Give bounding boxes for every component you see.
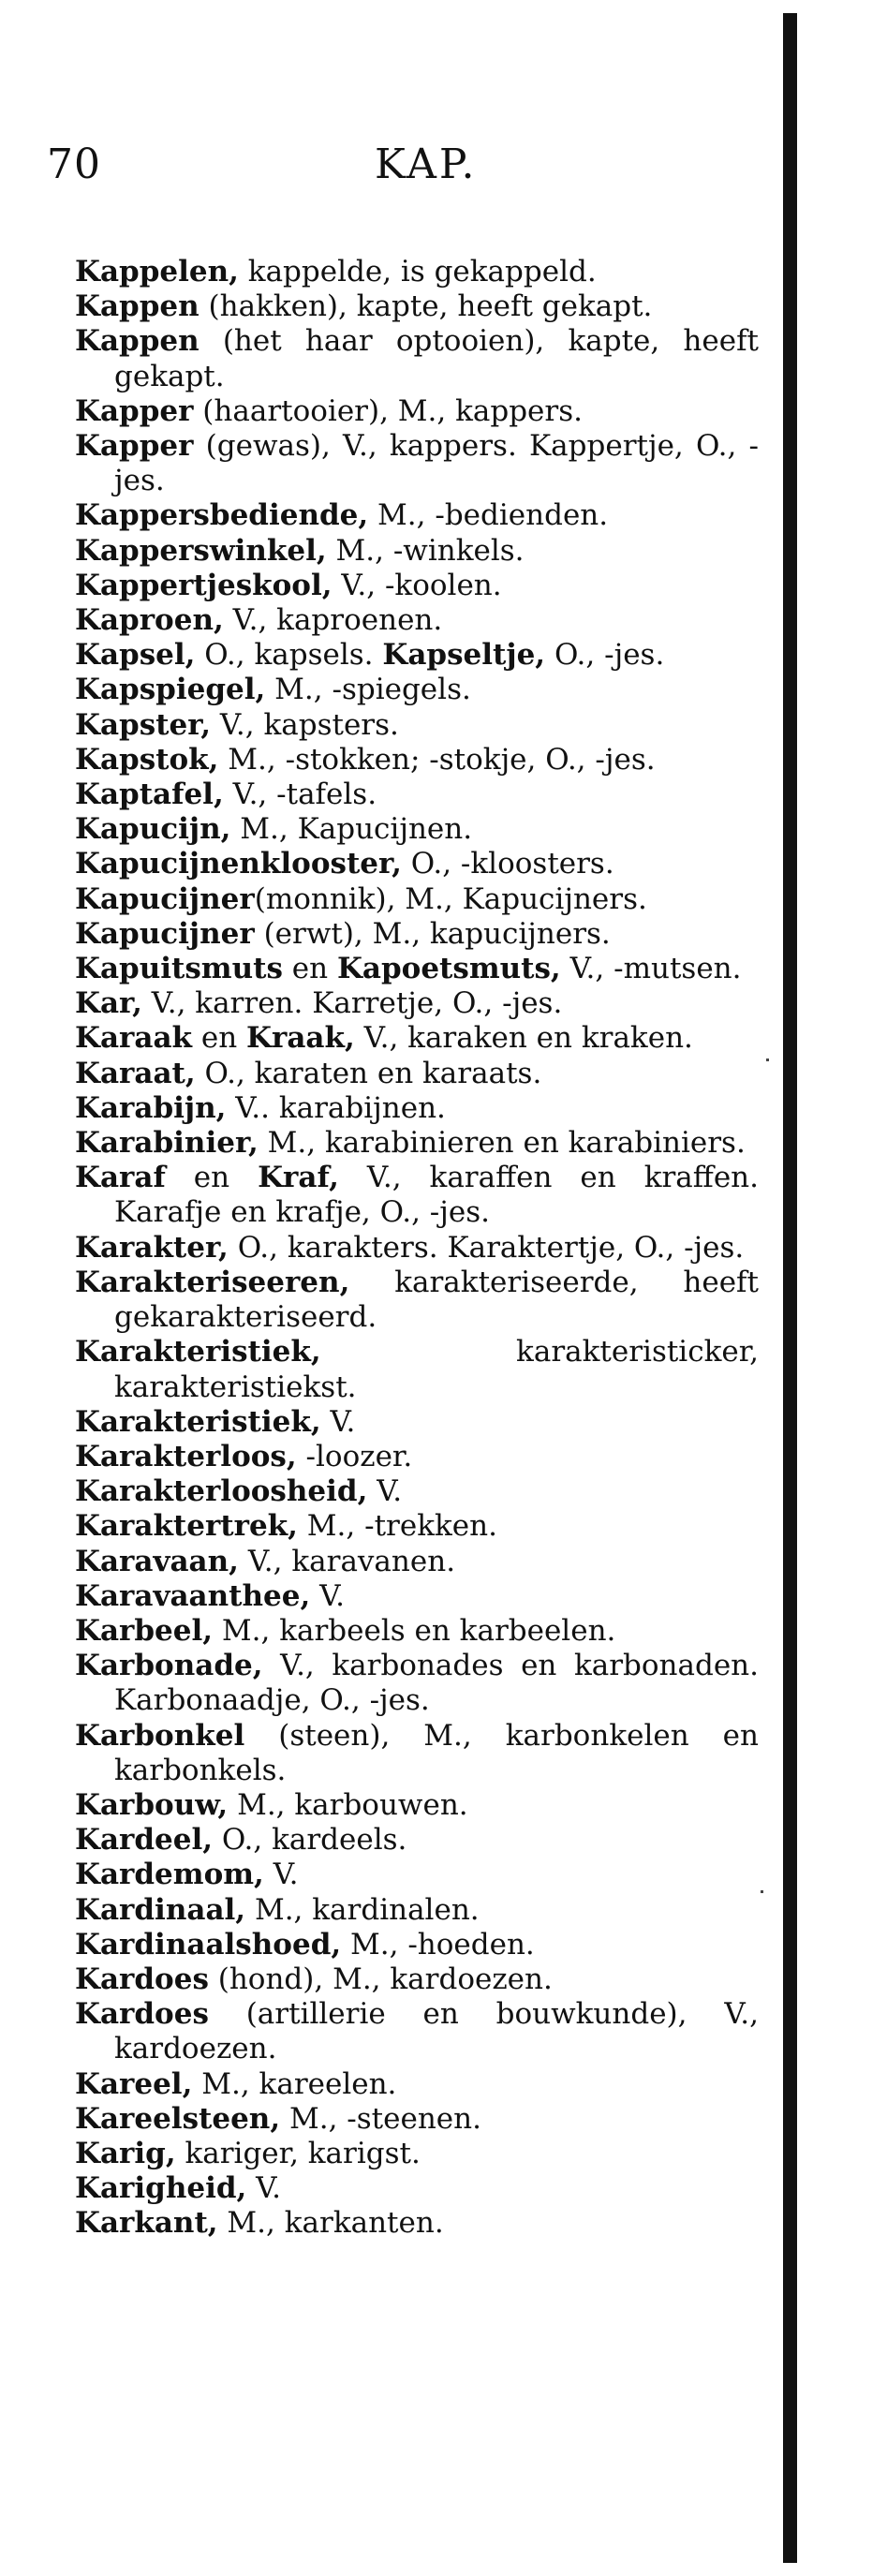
entry-headword: Kaproen, bbox=[75, 603, 224, 638]
entry-headword: Kapseltje, bbox=[382, 638, 546, 673]
entry-headword: Kareel, bbox=[75, 2066, 193, 2101]
dictionary-entry bbox=[75, 1266, 759, 1335]
dictionary-entry bbox=[75, 289, 759, 324]
entry-definition: (hond), M., kardoezen. bbox=[208, 1962, 553, 1996]
entry-definition: O., kapsels. bbox=[195, 638, 383, 673]
entry-headword: Kapspiegel, bbox=[75, 673, 266, 707]
entry-definition: (haartooier), M., kappers. bbox=[193, 393, 583, 428]
dictionary-entry bbox=[75, 882, 759, 917]
entry-headword: Kardeel, bbox=[75, 1823, 214, 1858]
dictionary-entry bbox=[75, 2137, 759, 2171]
dictionary-entry bbox=[75, 1788, 759, 1823]
entry-definition: -loozer. bbox=[296, 1439, 413, 1473]
dictionary-entry bbox=[75, 603, 759, 638]
dictionary-entry bbox=[75, 1719, 759, 1788]
entry-headword: Karabijn, bbox=[75, 1090, 227, 1125]
entry-definition: kariger, karigst. bbox=[175, 2136, 421, 2170]
entry-headword: Karbouw, bbox=[75, 1787, 229, 1822]
entry-headword: Karbonkel bbox=[75, 1718, 245, 1753]
dictionary-entry bbox=[75, 986, 759, 1021]
entry-definition: V., karbonades en karbonaden. Karbonaadje, O., -jes. bbox=[114, 1649, 759, 1718]
entry-headword: Kapper bbox=[75, 393, 194, 428]
entry-definition: karakteristicker, karakteristiekst. bbox=[114, 1335, 759, 1404]
scan-speck bbox=[761, 1890, 763, 1893]
entry-definition: O., -jes. bbox=[545, 638, 665, 673]
dictionary-entry bbox=[75, 1405, 759, 1440]
dictionary-entry bbox=[75, 638, 759, 673]
page-binding-edge bbox=[783, 13, 797, 2563]
entry-headword: Karaak bbox=[75, 1021, 193, 1056]
entry-definition: M., -hoeden. bbox=[341, 1927, 535, 1962]
entry-headword: Karabinier, bbox=[75, 1126, 259, 1161]
entry-definition: V., -koolen. bbox=[332, 568, 502, 602]
dictionary-entry bbox=[75, 917, 759, 952]
dictionary-entry bbox=[75, 1440, 759, 1474]
entry-headword: Kareelsteen, bbox=[75, 2101, 281, 2136]
dictionary-entry bbox=[75, 1614, 759, 1649]
dictionary-entry bbox=[75, 1823, 759, 1858]
dictionary-entry bbox=[75, 673, 759, 707]
entry-headword: Kapuitsmuts bbox=[75, 952, 283, 986]
entry-headword: Karkant, bbox=[75, 2206, 218, 2241]
entry-definition: M., kardinalen. bbox=[245, 1892, 480, 1927]
entry-headword: Karbeel, bbox=[75, 1613, 214, 1648]
entry-headword: Kapperswinkel, bbox=[75, 533, 327, 568]
dictionary-entry bbox=[75, 1231, 759, 1266]
entry-definition: (gewas), V., kappers. Kappertje, O., -jes. bbox=[114, 429, 759, 498]
entry-headword: Kardinaal, bbox=[75, 1892, 246, 1927]
dictionary-entry bbox=[75, 1962, 759, 1997]
dictionary-entry bbox=[75, 534, 759, 569]
entry-headword: Karaat, bbox=[75, 1056, 196, 1090]
dictionary-entry bbox=[75, 743, 759, 777]
dictionary-entry bbox=[75, 1091, 759, 1126]
entry-headword: Kappen bbox=[75, 324, 200, 359]
dictionary-entry bbox=[75, 1545, 759, 1579]
entry-headword: Kapucijnenklooster, bbox=[75, 847, 402, 881]
entry-definition: en bbox=[192, 1021, 247, 1056]
dictionary-entries bbox=[75, 255, 759, 2242]
dictionary-entry bbox=[75, 1161, 759, 1230]
entry-headword: Kapper bbox=[75, 429, 194, 464]
entry-definition: M., karabinieren en karabiniers. bbox=[258, 1126, 746, 1161]
dictionary-entry bbox=[75, 1474, 759, 1509]
entry-definition: V. bbox=[246, 2171, 282, 2206]
entry-headword: Karavaan, bbox=[75, 1544, 239, 1578]
entry-headword: Kapoetsmuts, bbox=[336, 952, 561, 986]
entry-definition: V., kaproenen. bbox=[223, 603, 443, 638]
entry-headword: Kappersbediende, bbox=[75, 498, 369, 533]
dictionary-entry bbox=[75, 1509, 759, 1544]
entry-headword: Karakterloosheid, bbox=[75, 1474, 368, 1509]
dictionary-entry bbox=[75, 1649, 759, 1718]
entry-definition: V., -tafels. bbox=[223, 777, 377, 812]
entry-definition: O., karakters. Karaktertje, O., -jes. bbox=[228, 1230, 745, 1265]
entry-definition: V. bbox=[320, 1404, 356, 1439]
dictionary-entry bbox=[75, 1021, 759, 1056]
dictionary-entry bbox=[75, 1858, 759, 1892]
entry-definition: M., -steenen. bbox=[280, 2101, 481, 2136]
entry-definition: (erwt), M., kapucijners. bbox=[254, 916, 611, 951]
entry-headword: Kardinaalshoed, bbox=[75, 1927, 342, 1962]
entry-definition: V. bbox=[367, 1474, 403, 1509]
entry-headword: Kraak, bbox=[246, 1021, 355, 1056]
entry-definition: V., -mutsen. bbox=[560, 952, 742, 986]
entry-definition: O., karaten en karaats. bbox=[195, 1056, 542, 1090]
entry-headword: Kaptafel, bbox=[75, 777, 224, 812]
entry-headword: Kappen bbox=[75, 289, 200, 324]
entry-headword: Kardoes bbox=[75, 1997, 209, 2032]
entry-headword: Karaf bbox=[75, 1161, 166, 1195]
entry-definition: O., -kloosters. bbox=[401, 847, 614, 881]
entry-definition: (steen), M., karbonkelen en karbonkels. bbox=[114, 1718, 759, 1787]
entry-definition: M., -bedienden. bbox=[368, 498, 609, 533]
entry-headword: Kardemom, bbox=[75, 1858, 264, 1892]
entry-definition: M., karbouwen. bbox=[228, 1787, 468, 1822]
entry-definition: (artillerie en bouwkunde), V., kardoezen. bbox=[114, 1997, 759, 2066]
entry-definition: kappelde, is gekappeld. bbox=[238, 255, 597, 289]
entry-definition: V. bbox=[310, 1578, 345, 1613]
entry-definition: (het haar optooien), kapte, heeft gekapt. bbox=[114, 324, 759, 393]
dictionary-entry bbox=[75, 847, 759, 881]
dictionary-entry bbox=[75, 2206, 759, 2241]
entry-headword: Karbonade, bbox=[75, 1649, 263, 1683]
entry-headword: Kraf, bbox=[258, 1161, 339, 1195]
entry-definition: M., -winkels. bbox=[326, 533, 525, 568]
dictionary-entry bbox=[75, 952, 759, 986]
entry-headword: Kapucijn, bbox=[75, 812, 231, 847]
dictionary-entry bbox=[75, 1126, 759, 1161]
entry-headword: Karaktertrek, bbox=[75, 1509, 298, 1544]
entry-definition: M., -spiegels. bbox=[265, 673, 471, 707]
dictionary-entry bbox=[75, 1335, 759, 1404]
entry-definition: M., kareelen. bbox=[192, 2066, 397, 2101]
entry-headword: Kapstok, bbox=[75, 742, 219, 777]
entry-definition: en bbox=[282, 952, 337, 986]
entry-headword: Kapucijner bbox=[75, 881, 255, 916]
dictionary-entry bbox=[75, 708, 759, 743]
dictionary-entry bbox=[75, 1997, 759, 2066]
entry-headword: Kar, bbox=[75, 986, 142, 1021]
dictionary-entry bbox=[75, 1893, 759, 1928]
entry-definition: O., kardeels. bbox=[213, 1823, 407, 1858]
dictionary-entry bbox=[75, 1579, 759, 1614]
entry-headword: Karigheid, bbox=[75, 2171, 247, 2206]
running-head: KAP. bbox=[375, 141, 478, 188]
entry-definition: V., karaffen en kraffen. Karafje en krafje, O., -jes. bbox=[114, 1161, 759, 1230]
entry-definition: V. bbox=[263, 1858, 299, 1892]
entry-definition: M., -trekken. bbox=[297, 1509, 497, 1544]
dictionary-entry bbox=[75, 2102, 759, 2137]
dictionary-entry bbox=[75, 812, 759, 847]
entry-headword: Karakterloos, bbox=[75, 1439, 297, 1473]
entry-headword: Karakteristiek, bbox=[75, 1404, 321, 1439]
entry-definition: M., karbeels en karbeelen. bbox=[213, 1613, 616, 1648]
entry-definition: V.. karabijnen. bbox=[226, 1090, 446, 1125]
dictionary-entry bbox=[75, 324, 759, 393]
dictionary-entry bbox=[75, 1928, 759, 1962]
entry-definition: (hakken), kapte, heeft gekapt. bbox=[199, 289, 653, 324]
entry-headword: Karavaanthee, bbox=[75, 1578, 311, 1613]
entry-headword: Kapsel, bbox=[75, 638, 196, 673]
entry-definition: M., karkanten. bbox=[217, 2206, 444, 2241]
entry-definition: M., -stokken; -stokje, O., -jes. bbox=[218, 742, 656, 777]
dictionary-entry bbox=[75, 498, 759, 533]
entry-headword: Kapster, bbox=[75, 707, 212, 742]
entry-definition: (monnik), M., Kapucijners. bbox=[254, 881, 647, 916]
entry-definition: M., Kapucijnen. bbox=[230, 812, 473, 847]
entry-definition: V., kapsters. bbox=[211, 707, 399, 742]
entry-definition: en bbox=[165, 1161, 259, 1195]
dictionary-entry bbox=[75, 429, 759, 498]
page-number: 70 bbox=[47, 141, 101, 188]
entry-definition: karakteriseerde, heeft gekarakteriseerd. bbox=[114, 1265, 759, 1335]
entry-headword: Kappertjeskool, bbox=[75, 568, 333, 602]
entry-definition: V., karren. Karretje, O., -jes. bbox=[141, 986, 563, 1021]
dictionary-entry bbox=[75, 255, 759, 289]
dictionary-entry bbox=[75, 569, 759, 603]
entry-headword: Karakteristiek, bbox=[75, 1335, 321, 1369]
dictionary-entry bbox=[75, 1057, 759, 1091]
entry-headword: Kapucijner bbox=[75, 916, 255, 951]
entry-headword: Karakter, bbox=[75, 1230, 229, 1265]
entry-headword: Kappelen, bbox=[75, 255, 239, 289]
entry-definition: V., karaken en kraken. bbox=[354, 1021, 693, 1056]
entry-headword: Kardoes bbox=[75, 1962, 209, 1996]
entry-headword: Karakteriseeren, bbox=[75, 1265, 350, 1299]
dictionary-entry bbox=[75, 2067, 759, 2102]
scan-speck bbox=[766, 1059, 769, 1061]
entry-headword: Karig, bbox=[75, 2136, 176, 2170]
dictionary-entry bbox=[75, 2171, 759, 2206]
dictionary-entry bbox=[75, 777, 759, 812]
dictionary-entry bbox=[75, 394, 759, 429]
entry-definition: V., karavanen. bbox=[238, 1544, 456, 1578]
